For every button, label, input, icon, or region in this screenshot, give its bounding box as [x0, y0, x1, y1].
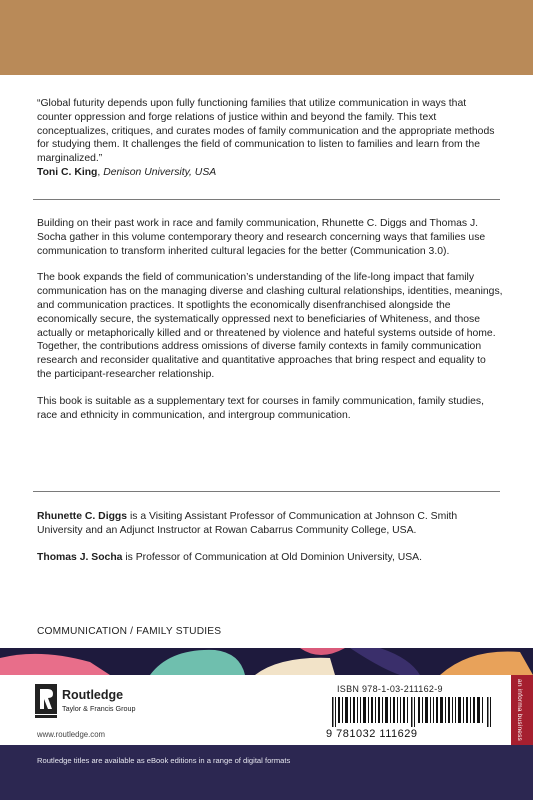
- publisher-website[interactable]: www.routledge.com: [37, 730, 106, 739]
- ebook-note: Routledge titles are available as eBook editions in a range of digital formats: [37, 756, 291, 765]
- divider: [33, 491, 500, 492]
- author-name: Thomas J. Socha: [37, 551, 123, 563]
- divider: [33, 199, 500, 200]
- quote-text: “Global futurity depends upon fully functioning families that utilize communication in ways that counter oppression and forge relations of justice within and beyond the family. This text conceptualizes, critiques, and curates modes of family communication and the appropriate methods for studying them. It challenges the field of communication to listen to families and learn from the marginalized.”: [37, 98, 495, 165]
- barcode-number: 9 781032 111629: [326, 728, 418, 740]
- author-bios: [37, 510, 503, 577]
- subject-category: COMMUNICATION / FAMILY STUDIES: [37, 626, 222, 637]
- bottom-bar: [0, 745, 533, 800]
- description-paragraph: The book expands the field of communication’s understanding of the life-long impact that family communication has on the managing diverse and clashing cultural relationships, identities, meanings, and communication practices. It spotlights the economically disenfranchised alongside the economically secure, the systematically oppressed next to beneficiaries of Whiteness, and those actually or metaphorically killed and or threatened by violence and hateful systems outside of home. Together, the contributions address omissions of diverse family contexts in family communication research and reconsider qualitative and quantitative approaches that bring respect and equality to the participant-researcher relationship.: [37, 272, 503, 380]
- informa-strip: [511, 675, 533, 745]
- author-bio: Thomas J. Socha is Professor of Communication at Old Dominion University, USA.: [37, 551, 422, 563]
- informa-tagline: an informa business: [516, 679, 523, 741]
- isbn-label: ISBN 978-1-03-211162-9: [337, 684, 443, 694]
- decorative-artwork: [0, 648, 533, 675]
- description-paragraph: This book is suitable as a supplementary text for courses in family communication, family studies, race and ethnicity in communication, and intergroup communication.: [37, 395, 484, 421]
- publisher-group: Taylor & Francis Group: [62, 704, 136, 713]
- quote-affiliation: Denison University, USA: [103, 166, 217, 178]
- quote-author: Toni C. King: [37, 166, 98, 178]
- author-bio: Rhunette C. Diggs is a Visiting Assistant Professor of Communication at Johnson C. Smith University and an Adjunct Instructor at Rowan Cabarrus Community College, USA.: [37, 511, 458, 536]
- author-name: Rhunette C. Diggs: [37, 511, 128, 522]
- quote-attribution: Toni C. King, Denison University, USA: [37, 166, 217, 178]
- endorsement-quote: [37, 97, 497, 180]
- description-paragraph: Building on their past work in race and family communication, Rhunette C. Diggs and Thomas J. Socha gather in this volume contemporary theory and research concerning ways that families use communication to transform inherited cultural legacies for the better (Communication 3.0).: [37, 218, 486, 257]
- publisher-name: Routledge: [62, 688, 124, 702]
- barcode: [332, 697, 494, 727]
- book-description: [37, 217, 503, 435]
- routledge-logo-icon: [35, 684, 57, 718]
- top-color-band: [0, 0, 533, 75]
